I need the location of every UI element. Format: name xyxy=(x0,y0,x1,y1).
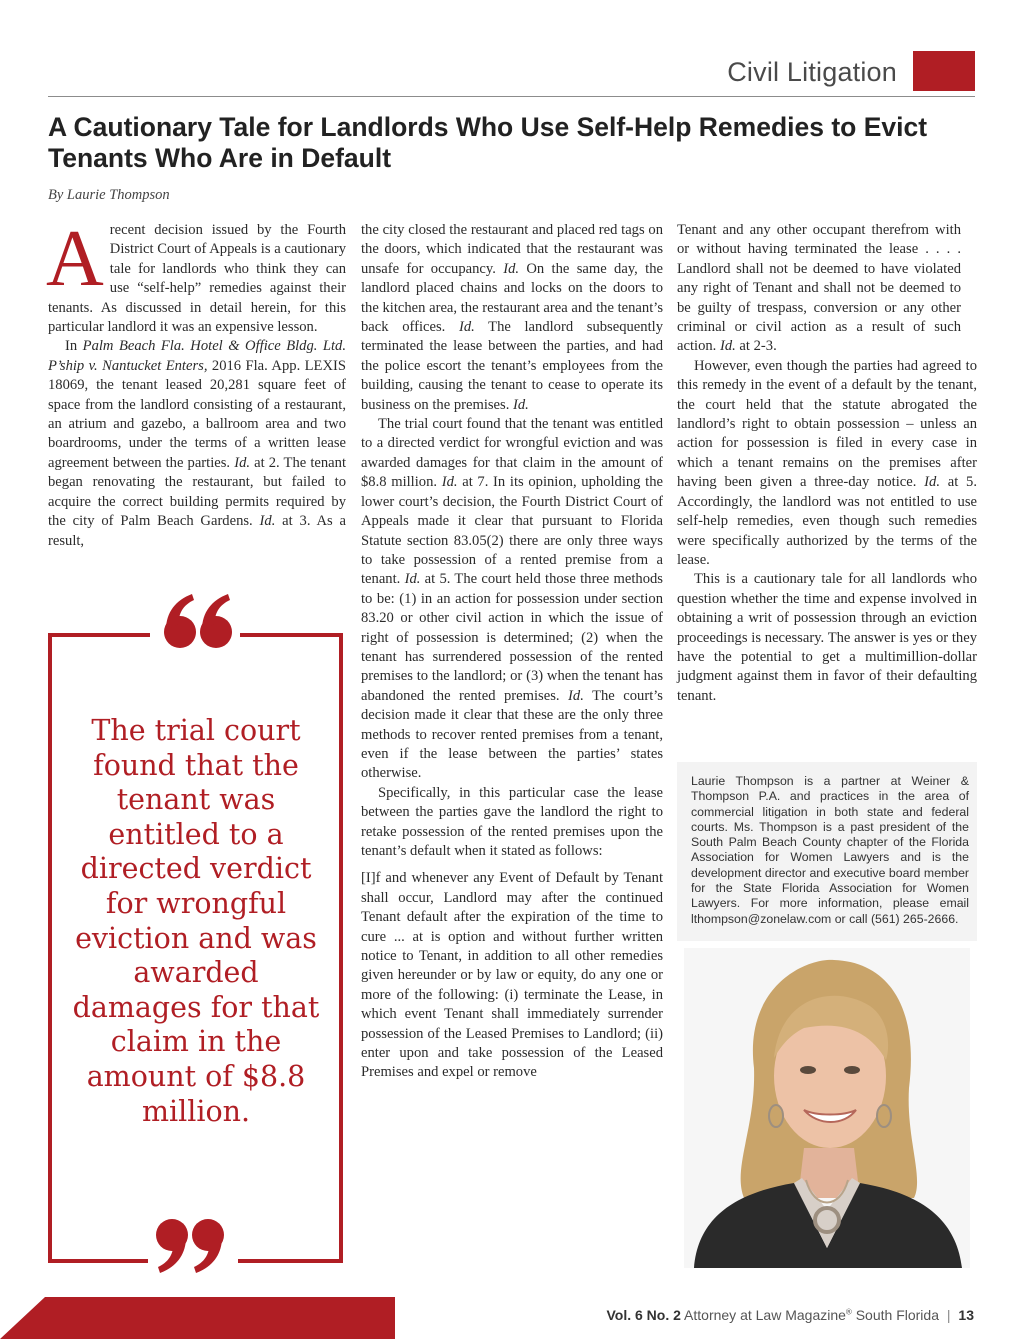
paragraph: This is a cautionary tale for all landlords who question whether the time and expense involved in obtaining a writ of possession through an eviction proceedings is necessary. The answer is yes or they have the potential to get a multimillion-dollar judgment against them in favor of their defaulting tenant. xyxy=(677,571,977,704)
section-color-tab xyxy=(913,51,975,91)
drop-cap: A xyxy=(46,215,104,303)
page-footer xyxy=(606,1307,974,1323)
intro-paragraph: Arecent decision issued by the Fourth District Court of Appeals is a cautionary tale for landlords who think they can use “self-help” remedies against their tenants. As discussed in detail herein, for this particular landlord it was an expensive lesson. xyxy=(46,215,346,336)
paragraph: The trial court found that the tenant was entitled to a directed verdict for wrongful eviction and was awarded damages for that claim in the amount of $8.8 million. Id. at 7. In its opinion, upholding the lower court’s decision, the Fourth District Court of Appeals made it clear that pursuant to Florida Statute section 83.05(2) there are only three ways to take possession of a rented premise from a tenant. Id. at 5. The court held those three methods to be: (1) in an action for possession under section 83.20 or other civil action in which the issue of right of possession is determined; (2) when the tenant has surrendered possession of the rented premises to the landlord; or (3) when the tenant has abandoned the rented premises. Id. The court’s decision made it clear that these are the only three methods to recover rented premises from a tenant, even if the lease between the parties’ states otherwise. xyxy=(361,416,663,782)
bottom-accent-bar xyxy=(0,1297,395,1339)
magazine-name: Attorney at Law Magazine xyxy=(684,1307,846,1323)
lease-quote-continued: Tenant and any other occupant therefrom with or without having terminated the lease . . . . Landlord shall not be deemed to have violated any right of Tenant and shall not be deemed to be guilty of trespass, conversion or any other criminal or civil action as a result of such action. Id. at 2-3. xyxy=(677,222,961,355)
column-3 xyxy=(677,221,977,706)
footer-separator: | xyxy=(946,1307,951,1323)
issue-volume: Vol. 6 No. 2 xyxy=(606,1307,681,1323)
paragraph: Specifically, in this particular case the lease between the parties gave the landlord the right to retake possession of the rented premises upon the tenant’s default when it stated as follows: xyxy=(361,784,663,859)
byline: By Laurie Thompson xyxy=(48,187,170,203)
author-bio-box xyxy=(677,762,977,941)
magazine-region: South Florida xyxy=(851,1307,939,1323)
paragraph: the city closed the restaurant and placed red tags on the doors, which indicated that the restaurant was unsafe for occupancy. Id. On the same day, the landlord placed chains and locks on the doors to the kitchen area, the restaurant area and the tenant’s back offices. Id. The landlord subsequently terminated the lease between the parties, and had the police escort the tenant’s employees from the building, causing the tenant to cease to operate its business on the premises. Id. xyxy=(361,222,663,413)
lease-quote: [I]f and whenever any Event of Default by Tenant shall occur, Landlord may after the continued Tenant default after the expiration of the time to cure ... at is option and without further written notice to Tenant, in addition to all other remedies given hereunder or by law or equity, do any one or more of the following: (i) terminate the Lease, in which event Tenant shall immediately surrender possession of the Leased Premises to Landlord; (ii) enter upon and take possession of the Leased Premises and expel or remove xyxy=(361,870,663,1081)
page-number: 13 xyxy=(958,1307,974,1323)
header-rule xyxy=(48,96,975,97)
author-photo xyxy=(684,948,970,1268)
column-2 xyxy=(361,221,663,1083)
paragraph: However, even though the parties had agreed to this remedy in the event of a default by the tenant, the court held that the statute abrogated the landlord’s right to obtain possession – unless an action for possession is filed in every case in which a tenant remains on the premises after having been given a three-day notice. Id. at 5. Accordingly, the landlord was not entitled to use self-help remedies, even though such remedies were specifically authorized by the terms of the lease. xyxy=(677,357,977,568)
author-bio-text: Laurie Thompson is a partner at Weiner & Thompson P.A. and practices in the area of commercial litigation in both state and federal courts. Ms. Thompson is a past president of the South Palm Beach County chapter of the Florida Association for Women Lawyers and is the development director and executive board member for the State Florida Association for Women Lawyers. For more information, please email lthompson@zonelaw.com or call (561) 265-2666. xyxy=(691,774,969,926)
case-paragraph: In Palm Beach Fla. Hotel & Office Bldg. Ltd. P’ship v. Nantucket Enters, 2016 Fla. App. LEXIS 18069, the tenant leased 20,281 square feet of space from the landlord consisting of a restaurant, an atrium and gazebo, a ballroom area and two boardrooms, under the terms of a written lease agreement between the parties. Id. at 2. The tenant began renovating the restaurant, but failed to acquire the correct building permits required by the city of Palm Beach Gardens. Id. at 3. As a result, xyxy=(48,338,347,549)
section-label: Civil Litigation xyxy=(727,57,897,87)
registered-mark: ® xyxy=(845,1307,852,1317)
article-title: A Cautionary Tale for Landlords Who Use Self-Help Remedies to Evict Tenants Who Are in Default xyxy=(48,112,928,173)
open-quote-icon xyxy=(150,590,240,652)
pull-quote-text: The trial court found that the tenant was entitled to a directed verdict for wrongful eviction and was awarded damages for that claim in the amount of $8.8 million. xyxy=(72,714,320,1128)
close-quote-icon xyxy=(148,1215,238,1277)
column-1 xyxy=(46,215,347,551)
